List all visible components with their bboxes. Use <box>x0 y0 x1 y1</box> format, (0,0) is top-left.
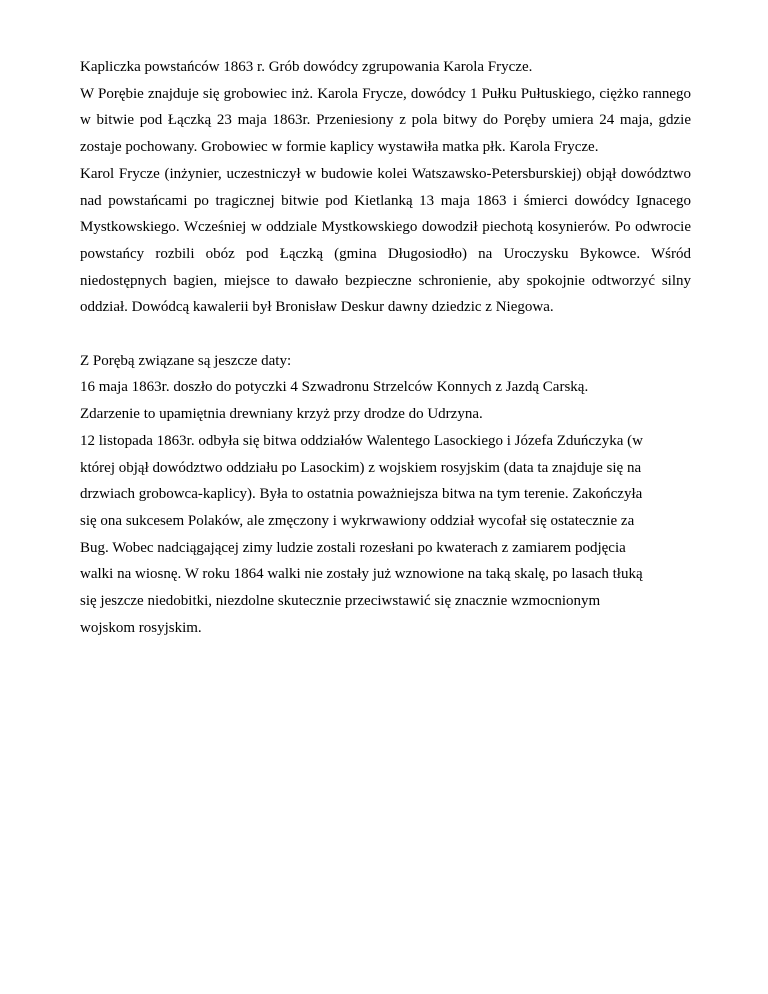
document-title: Kapliczka powstańców 1863 r. Grób dowódcy zgrupowania Karola Frycze. <box>80 59 533 75</box>
paragraph-tomb: W Porębie znajduje się grobowiec inż. Karola Frycze, dowódcy 1 Pułku Pułtuskiego, ciężko rannego w bitwie pod Łączką 23 maja 1863r. Przeniesiony z pola bitwy do Poręby umiera 24 maja, gdzie zostaje pochowany. Grobowiec w formie kaplicy wystawiła matka płk. Karola Frycze. <box>80 85 691 156</box>
document-page <box>80 54 691 641</box>
text-line: się jeszcze niedobitki, niezdolne skutecznie przeciwstawić się znacznie wzmocnionym <box>80 593 601 610</box>
paragraph-gap <box>80 321 691 348</box>
text-line: 12 listopada 1863r. odbyła się bitwa oddziałów Walentego Lasockiego i Józefa Zduńczyka (w <box>80 432 643 449</box>
text-line: drzwiach grobowca-kaplicy). Była to ostatnia poważniejsza bitwa na tym terenie. Zakończyła <box>80 486 643 503</box>
dates-intro: Z Porębą związane są jeszcze daty: <box>80 352 292 369</box>
text-line: której objął dowództwo oddziału po Lasockim) z wojskiem rosyjskim (data ta znajduje się na <box>80 459 642 476</box>
date-entry-may: 16 maja 1863r. doszło do potyczki 4 Szwadronu Strzelców Konnych z Jazdą Carską. <box>80 379 589 396</box>
paragraph-frycze: Karol Frycze (inżynier, uczestniczył w budowie kolei Watszawsko-Petersburskiej) objął dowództwo nad powstańcami po tragicznej bitwie pod Kietlanką 13 maja 1863 i śmierci dowódcy Ignacego Mystkowskiego. Wcześniej w oddziale Mystkowskiego dowodził piechotą kosynierów. Po odwrocie powstańcy rozbili obóz pod Łączką (gmina Długosiodło) na Uroczysku Bykowce. Wśród niedostępnych bagien, miejsce to dawało bezpieczne schronienie, aby spokojnie odtworzyć silny oddział. Dowódcą kawalerii był Bronisław Deskur dawny dziedzic z Niegowa. <box>80 165 691 316</box>
text-line: się ona sukcesem Polaków, ale zmęczony i wykrwawiony oddział wycofał się ostatecznie za <box>80 512 635 529</box>
text-line: wojskom rosyjskim. <box>80 619 202 636</box>
date-entry-may-note: Zdarzenie to upamiętnia drewniany krzyż przy drodze do Udrzyna. <box>80 406 483 423</box>
text-line: Bug. Wobec nadciągającej zimy ludzie zostali rozesłani po kwaterach z zamiarem podjęcia <box>80 539 626 556</box>
date-entry-november <box>80 428 691 642</box>
text-line: walki na wiosnę. W roku 1864 walki nie zostały już wznowione na taką skalę, po lasach tłuką <box>80 566 643 583</box>
